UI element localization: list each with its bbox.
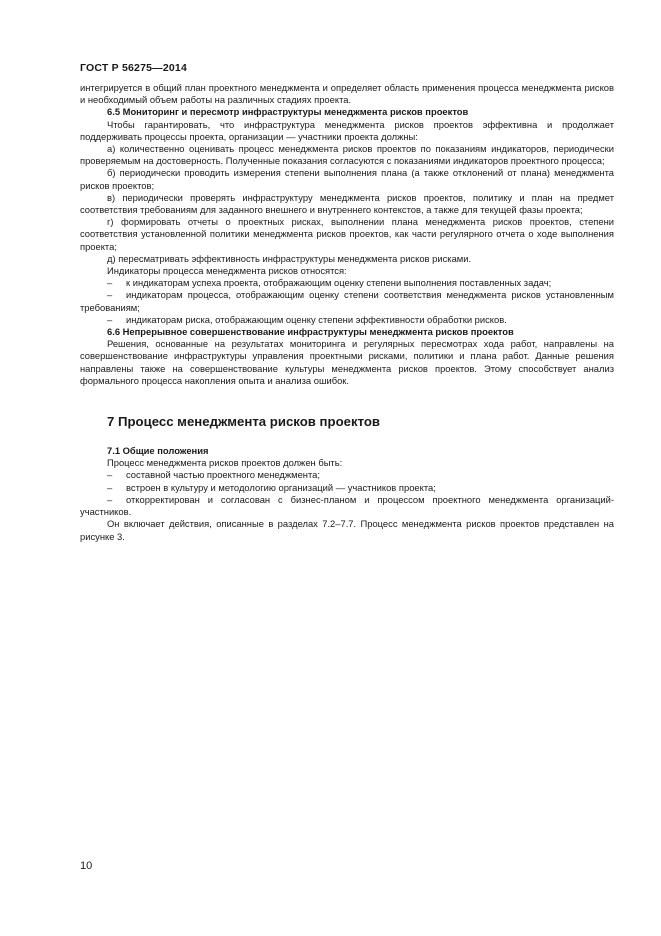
dash-list-item-text: откорректирован и согласован с бизнес-планом и процессом проектного менеджмента организаций-участников. — [80, 493, 614, 518]
paragraph-6-6: Решения, основанные на результатах мониторинга и регулярных пересмотрах хода работ, направлены на совершенствование инфраструктуры управления проектными рисками, политики и плана работ. Данные решения направлены также на совершенствование культуры менеджмента рисков проектов. Этому способствует анализ формального процесса накопления опыта и анализа ошибок. — [80, 338, 614, 386]
dash-marker: – — [107, 481, 113, 493]
dash-list-item — [80, 314, 614, 326]
dash-marker: – — [107, 469, 113, 481]
list-item-d: д) пересматривать эффективность инфраструктуры менеджмента рисков рисками. — [107, 252, 472, 264]
page-header-standard: ГОСТ Р 56275—2014 — [80, 62, 188, 74]
dash-list-item-text: индикаторам процесса, отображающим оценку степени соответствия менеджмента рисков установленным требованиям; — [80, 289, 614, 313]
list-item-a: а) количественно оценивать процесс менеджмента рисков проектов по показаниям индикаторов, периодически проверяемым на достоверность. Полученные показания согласуются с показаниями индикаторов проектного процесса; — [80, 143, 614, 167]
list-item-g: г) формировать отчеты о проектных рисках, выполнении плана менеджмента рисков проектов, степени соответствия установленной политики менеджмента рисков проектов, как части регулярного отчета о ходе выполнения проекта; — [80, 216, 614, 252]
list-item-v: в) периодически проверять инфраструктуру менеджмента рисков проектов, политику и план на предмет соответствия требованиям для заданного внешнего и внутреннего контекстов, а также для текущей фазы проекта; — [80, 191, 614, 216]
heading-6-5: 6.5 Мониторинг и пересмотр инфраструктуры менеджмента рисков проектов — [107, 106, 469, 118]
paragraph-indicators-intro: Индикаторы процесса менеджмента рисков относятся: — [107, 265, 347, 277]
heading-7-1: 7.1 Общие положения — [107, 445, 209, 457]
dash-list-item-text: составной частью проектного менеджмента; — [126, 469, 320, 481]
page-content — [80, 82, 614, 543]
paragraph-intro: интегрируется в общий план проектного менеджмента и определяет область применения процесса менеджмента рисков и необходимый объем работы на различных стадиях проекта. — [80, 82, 614, 106]
dash-list-item — [80, 277, 614, 289]
section-heading-7: 7 Процесс менеджмента рисков проектов — [107, 414, 381, 430]
page-number: 10 — [80, 860, 93, 872]
dash-list-item-text: индикаторам риска, отображающим оценку степени эффективности обработки рисков. — [126, 313, 507, 325]
list-item-b: б) периодически проводить измерения степени выполнения плана (а также отклонений от плана) менеджмента рисков проектов; — [80, 167, 614, 191]
dash-marker: – — [107, 277, 113, 289]
paragraph-7-1-closing: Он включает действия, описанные в разделах 7.2–7.7. Процесс менеджмента рисков проектов представлен на рисунке 3. — [80, 518, 614, 542]
dash-marker: – — [107, 313, 113, 325]
paragraph-6-5-intro: Чтобы гарантировать, что инфраструктура менеджмента рисков проектов эффективна и продолжает поддерживать процессы проекта, организации — участники проекта должны: — [80, 118, 614, 142]
dash-list-item — [80, 469, 614, 481]
dash-marker: – — [107, 289, 113, 301]
dash-marker: – — [107, 493, 113, 505]
dash-list-item — [80, 482, 614, 494]
dash-list-item — [80, 289, 614, 313]
dash-list-item — [80, 494, 614, 518]
dash-list-item-text: к индикаторам успеха проекта, отображающим оценку степени выполнения поставленных задач; — [126, 277, 552, 289]
paragraph-7-1-intro: Процесс менеджмента рисков проектов должен быть: — [107, 457, 343, 469]
heading-6-6: 6.6 Непрерывное совершенствование инфраструктуры менеджмента рисков проектов — [107, 326, 514, 338]
dash-list-item-text: встроен в культуру и методологию организаций — участников проекта; — [126, 481, 436, 493]
